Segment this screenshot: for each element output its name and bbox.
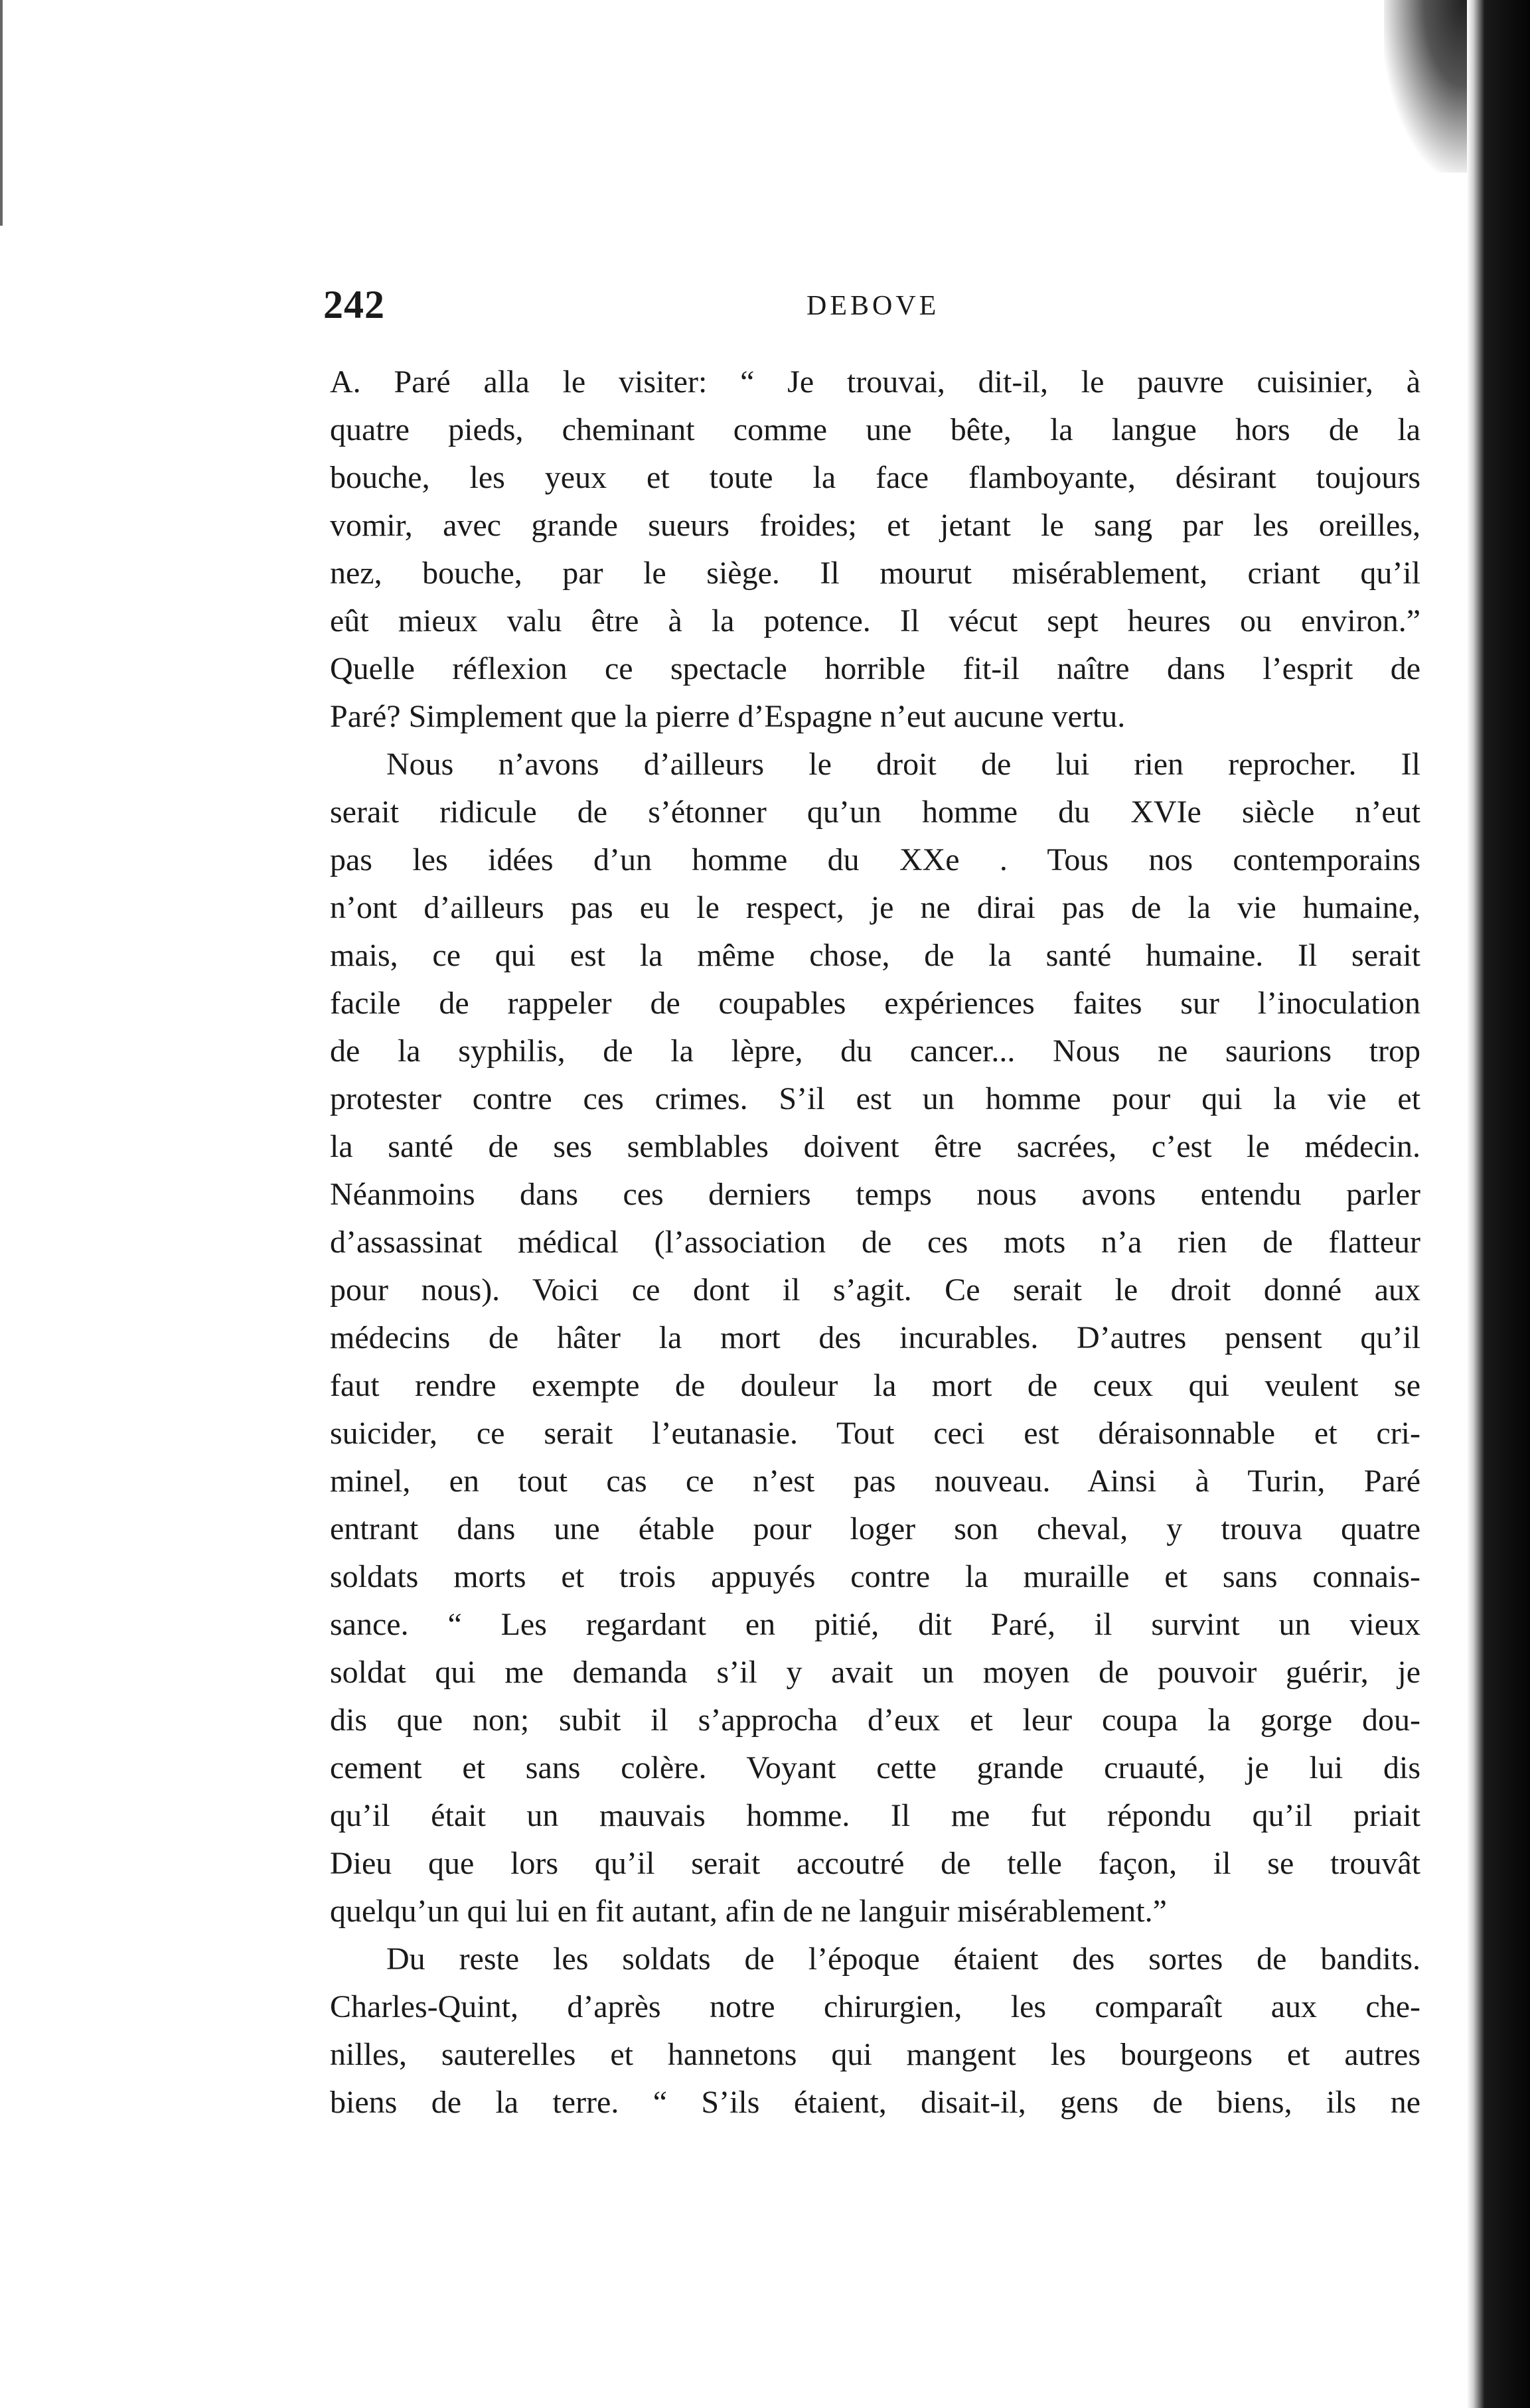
text-line: qu’il était un mauvais homme. Il me fut répondu qu’il priait — [330, 1798, 1420, 1833]
text-line: A. Paré alla le visiter: “ Je trouvai, dit-il, le pauvre cuisinier, à — [330, 364, 1420, 400]
text-line: Néanmoins dans ces derniers temps nous avons entendu parler — [330, 1177, 1420, 1212]
text-line: soldats morts et trois appuyés contre la muraille et sans connais- — [330, 1559, 1420, 1594]
text-line: Dieu que lors qu’il serait accoutré de telle façon, il se trouvât — [330, 1846, 1420, 1881]
body-text — [330, 358, 1420, 2127]
text-line: n’ont d’ailleurs pas eu le respect, je ne dirai pas de la vie humaine, — [330, 890, 1420, 925]
text-line: quatre pieds, cheminant comme une bête, la langue hors de la — [330, 412, 1420, 447]
text-line: Nous n’avons d’ailleurs le droit de lui rien reprocher. Il — [386, 747, 1420, 782]
text-line: médecins de hâter la mort des incurables. D’autres pensent qu’il — [330, 1320, 1420, 1355]
text-line: dis que non; subit il s’approcha d’eux et leur coupa la gorge dou- — [330, 1702, 1420, 1738]
scan-edge-right — [1467, 0, 1530, 2408]
text-line: pour nous). Voici ce dont il s’agit. Ce serait le droit donné aux — [330, 1272, 1420, 1308]
text-line: nez, bouche, par le siège. Il mourut misérablement, criant qu’il — [330, 556, 1420, 591]
text-line: suicider, ce serait l’eutanasie. Tout ceci est déraisonnable et cri- — [330, 1416, 1420, 1451]
text-line: bouche, les yeux et toute la face flamboyante, désirant toujours — [330, 460, 1420, 495]
text-line: entrant dans une étable pour loger son cheval, y trouva quatre — [330, 1511, 1420, 1546]
text-line: sance. “ Les regardant en pitié, dit Paré, il survint un vieux — [330, 1607, 1420, 1642]
text-line: faut rendre exempte de douleur la mort de ceux qui veulent se — [330, 1368, 1420, 1403]
text-line: de la syphilis, de la lèpre, du cancer... Nous ne saurions trop — [330, 1033, 1420, 1069]
text-line: eût mieux valu être à la potence. Il vécut sept heures ou environ.” — [330, 603, 1420, 639]
text-line: protester contre ces crimes. S’il est un homme pour qui la vie et — [330, 1081, 1420, 1116]
text-line: serait ridicule de s’étonner qu’un homme du XVIe siècle n’eut — [330, 794, 1420, 830]
text-line: vomir, avec grande sueurs froides; et jetant le sang par les oreilles, — [330, 508, 1420, 543]
text-line: mais, ce qui est la même chose, de la santé humaine. Il serait — [330, 938, 1420, 973]
text-line: cement et sans colère. Voyant cette grande cruauté, je lui dis — [330, 1750, 1420, 1785]
text-line: minel, en tout cas ce n’est pas nouveau. Ainsi à Turin, Paré — [330, 1464, 1420, 1499]
text-line: biens de la terre. “ S’ils étaient, disait-il, gens de biens, ils ne — [330, 2085, 1420, 2120]
text-line: Charles-Quint, d’après notre chirurgien, les comparaît aux che- — [330, 1989, 1420, 2024]
text-line: quelqu’un qui lui en fit autant, afin de ne languir misérablement.” — [330, 1894, 1167, 1929]
text-line: Quelle réflexion ce spectacle horrible fit-il naître dans l’esprit de — [330, 651, 1420, 686]
scan-edge-left — [0, 0, 9, 226]
text-line: facile de rappeler de coupables expériences faites sur l’inoculation — [330, 986, 1420, 1021]
text-line: la santé de ses semblables doivent être sacrées, c’est le médecin. — [330, 1129, 1420, 1164]
running-title: DEBOVE — [806, 291, 940, 321]
text-line: d’assassinat médical (l’association de ces mots n’a rien de flatteur — [330, 1225, 1420, 1260]
text-line: nilles, sauterelles et hannetons qui mangent les bourgeons et autres — [330, 2037, 1420, 2072]
text-line: Paré? Simplement que la pierre d’Espagne n’eut aucune vertu. — [330, 699, 1126, 734]
text-line: Du reste les soldats de l’époque étaient des sortes de bandits. — [386, 1941, 1420, 1977]
page-number: 242 — [323, 283, 385, 327]
running-head — [0, 282, 1530, 335]
text-line: pas les idées d’un homme du XXe . Tous nos contemporains — [330, 842, 1420, 877]
text-line: soldat qui me demanda s’il y avait un moyen de pouvoir guérir, je — [330, 1655, 1420, 1690]
